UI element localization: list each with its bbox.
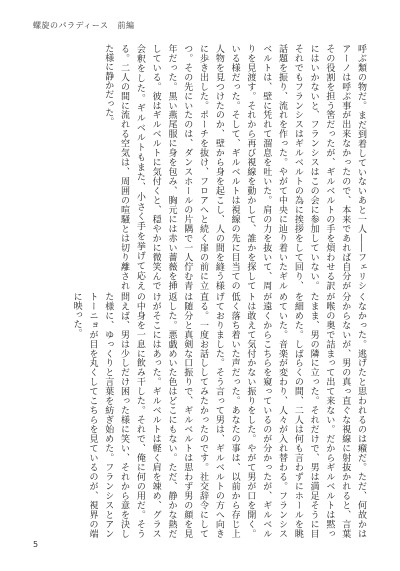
running-header xyxy=(33,20,135,31)
volume-label: 前編 xyxy=(117,21,135,30)
upper-body-text: 呼ぶ類の物だ。まだ到着していないあと一人――フェリシアーノは呼ぶ事が出来なかったので、本来であれば自分がその役割を担う筈だったが、ギルベルトの手を煩わせる訳にはいかないと、フランシスはこの会に参加していない。それでもフランシスはギルベルトの為に挨拶をして回り、話題を振り、流れを作った。やがて中央に辿り着いたギルベルトは、壁に凭れて溜息を吐いた。肩の力を抜いて、周りを見渡す。それから再び視線を動かして、誰かを探している様だった。そして、ギルベルトは視線の先に目当ての人物を見つけたのか、壁から身を起こし、人の間を縫う様に歩き出した。ポーチを抜け、フロアへと続く扉の前に立つ。その先にいたのは、ダンスホールの片隅で一人佇む青年だった。黒い燕尾服に身を包み、胸元には赤い薔薇を挿している。彼はギルベルトに気付くと、穏やかに微笑んで会釈をした。ギルベルトもまた、小さく手を挙げて応える。二人の間に流れる空気は、周囲の喧騒とは切り離された様に静かだった。 xyxy=(103,44,366,290)
lower-text-block xyxy=(32,292,368,538)
lower-body-text: くなかった。逃げたと思われるのは癪だ。ただ、何故かは分からないが、男の真っ直ぐな視線に射抜かれると、言葉が喉の奥で詰まって出て来ない。だからギルベルトは黙ったまま、男の隣に立った。それだけで、男は満足そうに目を細めた。しばらくの間、二人は何も言わずにホールを眺めていた。音楽が変わり、人々が入れ替わる。フランシスが遠くからこちらを窺っているのが分かったが、ギルベルトは敢えて気付かない振りをした。やがて男が口を開く。低く落ち着いた声だった。あなたの事は、以前から存じ上げておりました。そう言って男は、ギルベルトの方へ向き直る。一度お話ししてみたかったのです。社交辞令にしては随分と真剣な口振りで、ギルベルトは思わず男の顔を見返した。悪戯めいた色はどこにもない。ただ、静かな熱だけがそこにはあった。ギルベルトは軽く肩を竦め、グラスの中身を一息に飲み干した。それで、俺に何の用だ。そう問えば、男は少しだけ困った様に笑い、それから意を決した様に、ゆっくりと言葉を紡ぎ始めた。フランシスとアントーニョが目を丸くしてこちらを見ているのが、視界の端に映った。 xyxy=(71,292,366,538)
upper-text-block xyxy=(32,44,368,290)
page-number: 5 xyxy=(33,540,39,549)
book-title: 螺旋のパラディース xyxy=(33,21,109,30)
